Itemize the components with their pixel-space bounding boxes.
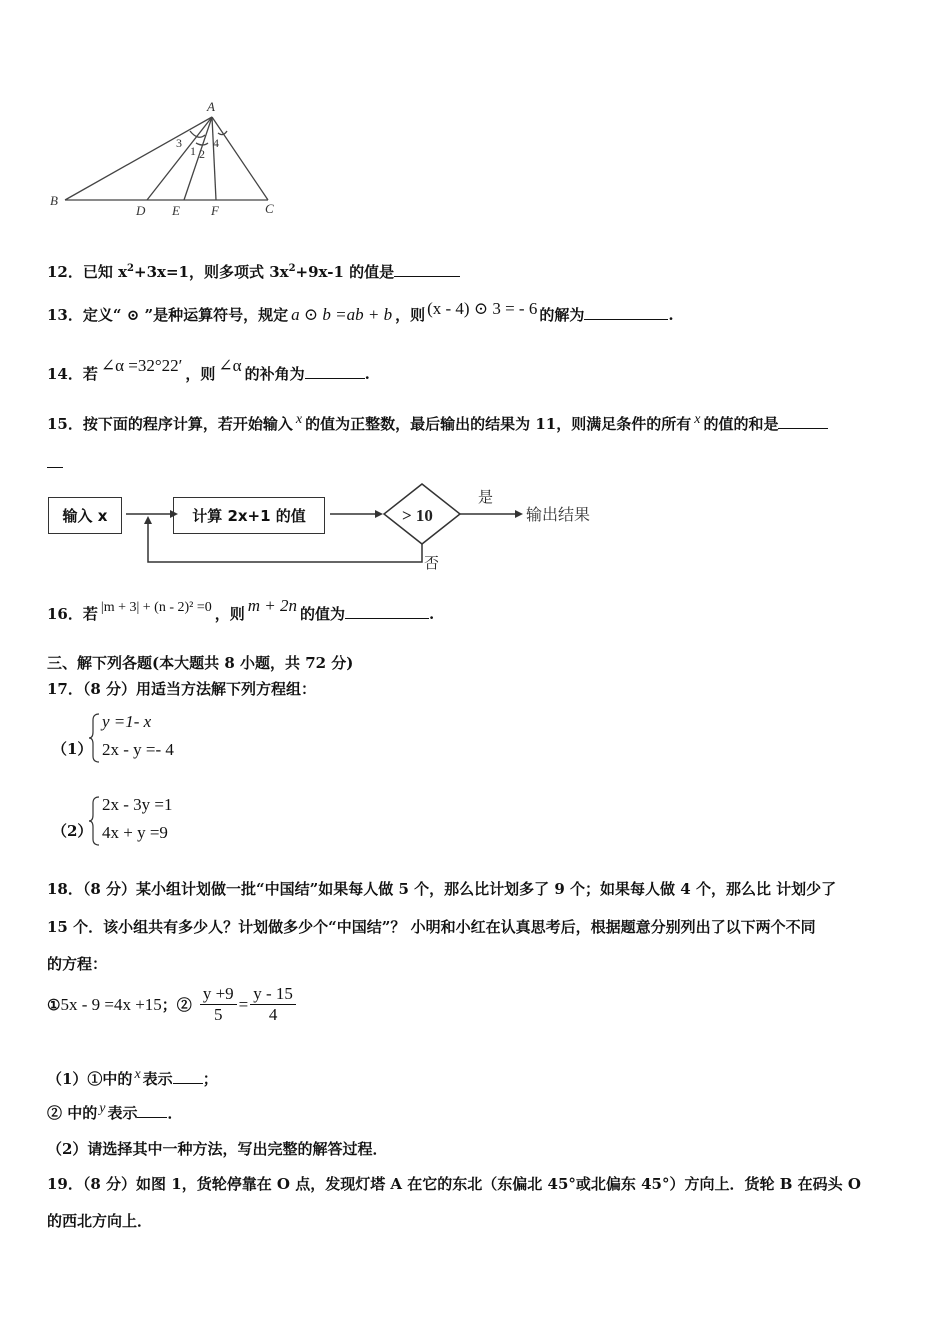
- q12-sup-b: 2: [288, 263, 296, 274]
- question-number: 17．: [47, 680, 83, 698]
- q16-text-b: ，则: [214, 605, 245, 623]
- q12-sup-a: 2: [127, 263, 135, 274]
- arrowhead-2: [375, 510, 383, 518]
- q18-equals: =: [238, 994, 249, 1014]
- answer-blank[interactable]: [345, 604, 429, 619]
- q13-text-c: 的解为: [539, 306, 585, 324]
- answer-blank[interactable]: [173, 1069, 203, 1084]
- q17-text: （8 分）用适当方法解下列方程组：: [82, 680, 317, 698]
- q19-line2: 的西北方向上．: [47, 1212, 153, 1230]
- label-c: C: [265, 201, 274, 216]
- question-12: [47, 261, 460, 282]
- angle-arc-1: [196, 143, 208, 145]
- q12-text-b: +3x=1，则多项式 3x: [134, 263, 289, 281]
- q14-text-a: 若: [82, 365, 98, 383]
- q13-text-b: ，则: [395, 306, 426, 324]
- question-17: [47, 678, 316, 699]
- q15-var-x: x: [295, 412, 303, 427]
- q17-p2-eq1: 2x - 3y =1: [102, 795, 173, 814]
- q18-line2: 15 个．该小组共有多少人？计划做多少个“中国结”？ 小明和小红在认真思考后，根据题意分别列出了以下两个不同: [47, 918, 816, 936]
- q12-text-a: 已知 x: [82, 263, 128, 281]
- question-19: [47, 1173, 861, 1194]
- q12-text-c: +9x-1 的值是: [295, 263, 395, 281]
- side-ac: [212, 117, 268, 200]
- q17-part1-label: （1）: [52, 740, 93, 758]
- question-number: 15．: [47, 415, 83, 433]
- loop-back-line: [148, 524, 422, 562]
- answer-blank[interactable]: [394, 262, 460, 277]
- q18-sub1a: （1）①中的 x 表示 ；: [47, 1067, 218, 1088]
- q18-eq1: 5x - 9 =4x +15: [60, 994, 162, 1014]
- arrowhead-1: [170, 510, 178, 518]
- q13-text-a: 定义“ ⊙ ”是种运算符号，规定: [82, 306, 289, 324]
- question-16: [47, 596, 435, 624]
- flow-input-box: [48, 497, 122, 534]
- q16-expression: m + 2n: [247, 596, 298, 615]
- question-number: 13．: [47, 306, 83, 324]
- q15-text-a: 按下面的程序计算，若开始输入: [82, 415, 293, 433]
- q17-p2-eq2: 4x + y =9: [102, 823, 168, 842]
- segment-af: [212, 117, 216, 200]
- side-ab: [65, 117, 212, 200]
- answer-blank[interactable]: [778, 414, 828, 429]
- question-15: [47, 413, 828, 434]
- question-number: 18．: [47, 880, 83, 898]
- flow-yes-label: 是: [478, 488, 494, 506]
- question-number: 14．: [47, 365, 83, 383]
- q17-p1-eq1: y =1- x: [102, 712, 152, 731]
- flow-input-label: 输入 x: [62, 507, 108, 525]
- label-b: B: [50, 193, 58, 208]
- q16-text-c: 的值为: [300, 605, 346, 623]
- q18-frac2: [250, 984, 296, 1025]
- flowchart-arrows: [120, 480, 630, 572]
- q18-sub1b-end: 表示: [107, 1104, 138, 1122]
- q18-var-x: x: [134, 1067, 141, 1082]
- question-number: 12．: [47, 263, 83, 281]
- question-14: [47, 356, 370, 384]
- arrowhead-loop: [144, 516, 152, 524]
- q17-p1-eq2: 2x - y =- 4: [102, 740, 174, 759]
- q13-rule: a ⊙ b =ab + b: [291, 305, 393, 324]
- flow-no-label: 否: [424, 554, 440, 572]
- label-f: F: [211, 203, 219, 218]
- q14-text-b: ，则: [185, 365, 216, 383]
- flow-condition-label: > 10: [402, 506, 433, 525]
- q18-line1: （8 分）某小组计划做一批“中国结”如果每人做 5 个，那么比计划多了 9 个；如果每人做 4 个，那么比 计划少了: [82, 880, 837, 898]
- q18-sub1a-end: 表示: [142, 1070, 173, 1088]
- answer-blank-cont[interactable]: [47, 467, 63, 468]
- q14-angle-equation: ∠α =32°22′: [100, 356, 183, 375]
- brace-2-icon: [88, 795, 102, 847]
- label-e: E: [172, 203, 180, 218]
- q18-separator: ；②: [161, 996, 192, 1014]
- q15-text-c: 的值的和是: [703, 415, 779, 433]
- question-number: 16．: [47, 605, 83, 623]
- question-13: [47, 299, 674, 325]
- q18-sub2: （2）请选择其中一种方法，写出完整的解答过程．: [47, 1140, 388, 1158]
- answer-blank[interactable]: [305, 364, 365, 379]
- q14-text-c: 的补角为: [244, 365, 305, 383]
- q18-sub1b: ② 中的 y 表示 ．: [47, 1101, 183, 1122]
- angle-arc-3: [190, 131, 205, 137]
- q18-frac1: [200, 984, 237, 1025]
- q15-var-x-2: x: [694, 412, 701, 427]
- q16-end: .: [429, 605, 435, 623]
- question-number: 19．: [47, 1175, 83, 1193]
- answer-blank[interactable]: [137, 1103, 167, 1118]
- flow-compute-label: 计算 2x+1 的值: [192, 507, 306, 525]
- q18-sub1b-text: ② 中的: [47, 1104, 98, 1122]
- q18-eq1-label: ①: [47, 995, 61, 1014]
- answer-blank[interactable]: [584, 305, 668, 320]
- label-a: A: [207, 99, 215, 114]
- q18-line3: 的方程：: [47, 955, 108, 973]
- arrowhead-3: [515, 510, 523, 518]
- angle-label-4: 4: [213, 136, 219, 150]
- q18-equations: [47, 984, 298, 1025]
- q18-var-y: y: [99, 1101, 106, 1116]
- segment-ae: [184, 117, 212, 200]
- q15-text-b: 的值为正整数，最后输出的结果为 11，则满足条件的所有: [305, 415, 692, 433]
- q18-frac1-num: y +9: [200, 984, 237, 1005]
- angle-label-3: 3: [176, 136, 182, 150]
- section-3-title: 三、解下列各题(本大题共 8 小题，共 72 分): [47, 654, 354, 672]
- q18-sub1a-text: （1）①中的: [47, 1070, 133, 1088]
- angle-label-2: 2: [199, 147, 205, 161]
- q13-end: .: [668, 306, 674, 324]
- q14-end: .: [364, 365, 370, 383]
- q13-equation: (x - 4) ⊙ 3 = - 6: [427, 299, 538, 318]
- flow-output-label: 输出结果: [526, 505, 591, 524]
- q17-part2-label: （2）: [52, 822, 93, 840]
- q19-line1: （8 分）如图 1，货轮停靠在 O 点，发现灯塔 A 在它的东北（东偏北 45°或北偏东 45°）方向上．货轮 B 在码头 O: [82, 1175, 861, 1193]
- q16-equation: |m + 3| + (n - 2)² =0: [100, 600, 212, 615]
- q16-text-a: 若: [82, 605, 98, 623]
- q18-frac1-den: 5: [213, 1005, 223, 1024]
- brace-1-icon: [88, 712, 102, 764]
- q18-frac2-num: y - 15: [250, 984, 296, 1005]
- triangle-figure: [40, 95, 290, 225]
- q18-frac2-den: 4: [268, 1005, 278, 1024]
- label-d: D: [136, 203, 146, 218]
- angle-label-1: 1: [190, 144, 196, 158]
- q14-angle: ∠α: [218, 356, 242, 375]
- question-18: [47, 878, 836, 899]
